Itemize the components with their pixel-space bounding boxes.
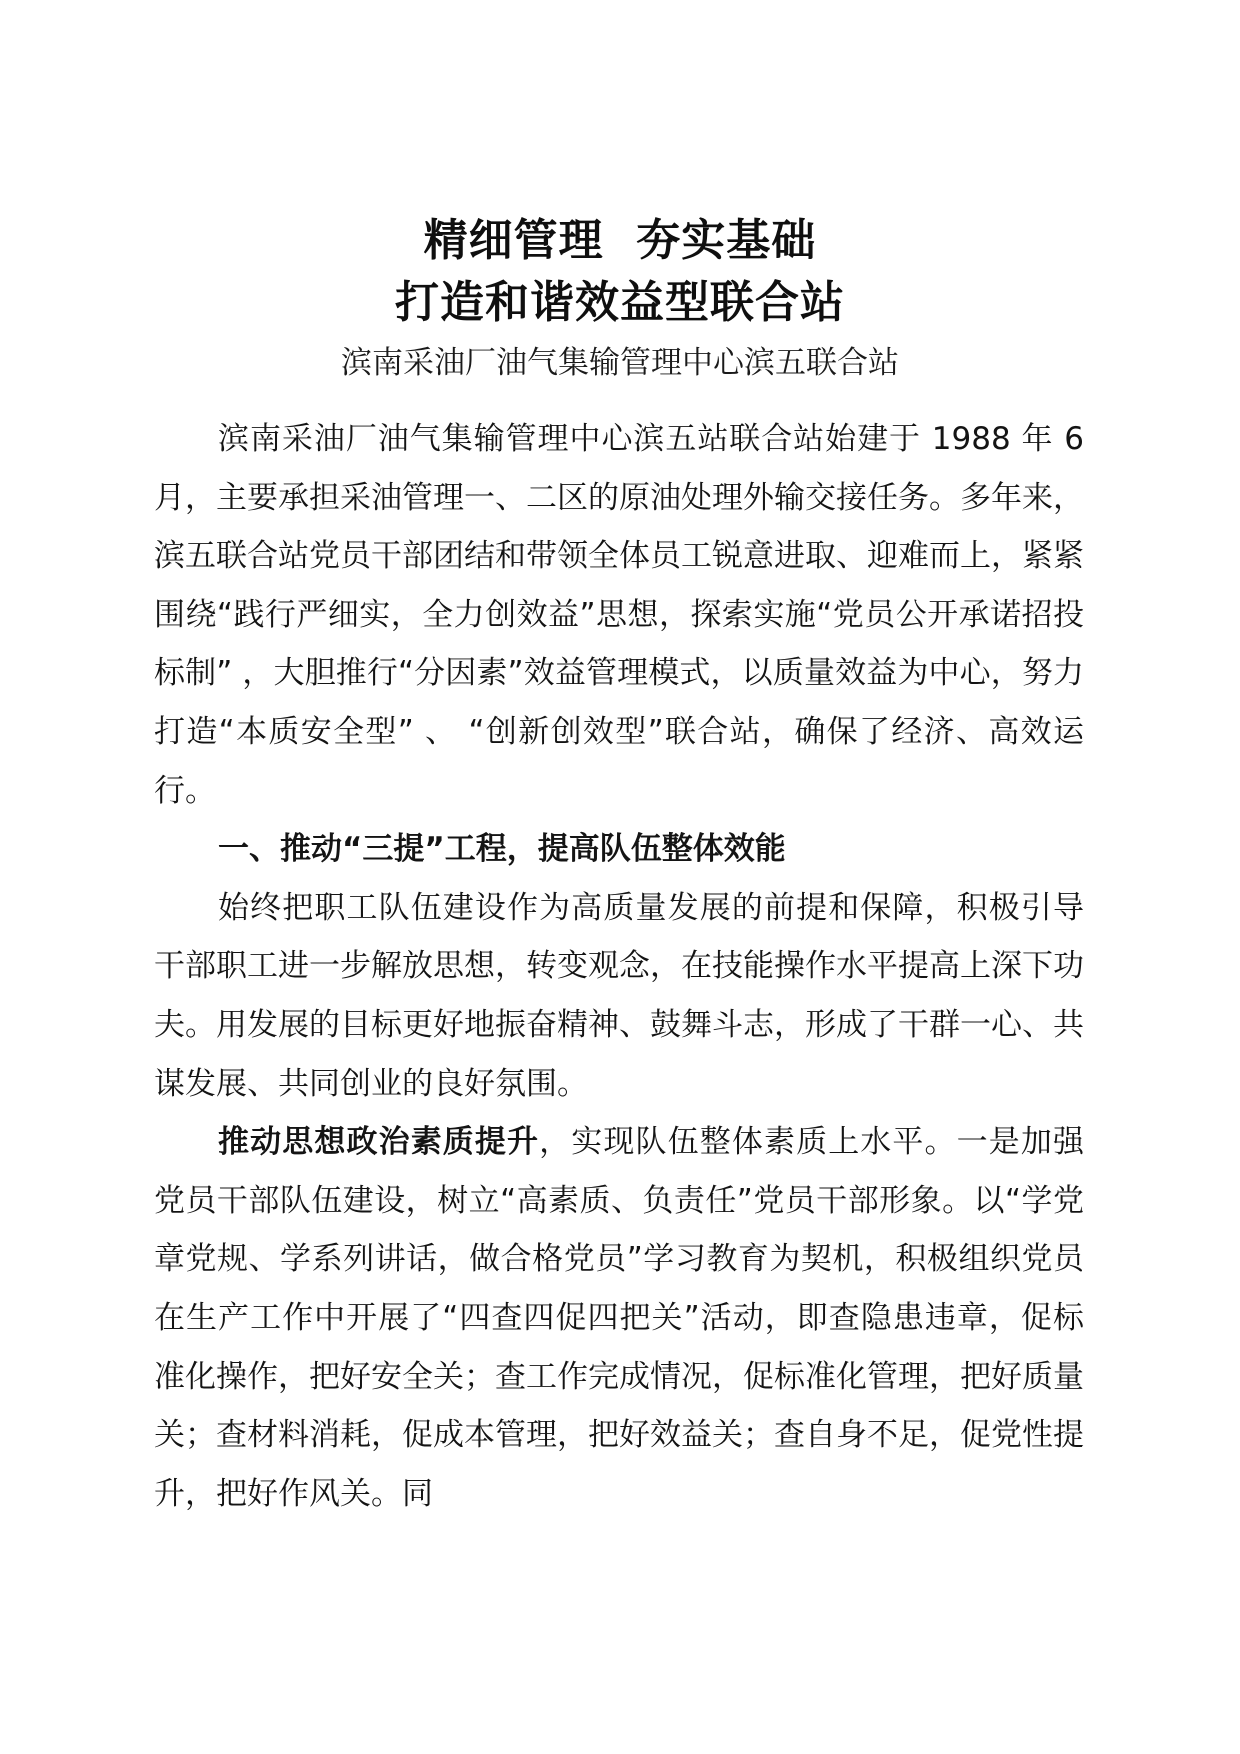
title-block — [0, 210, 1240, 392]
paragraph-intro: 滨南采油厂油气集输管理中心滨五站联合站始建于 1988 年 6 月，主要承担采油管理一、二区的原油处理外输交接任务。多年来，滨五联合站党员干部团结和带领全体员工锐意进取、迎难而上，紧紧围绕“践行严细实，全力创效益”思想，探索实施“党员公开承诺招投标制” ，大胆推行“分因素”效益管理模式，以质量效益为中心，努力打造“本质安全型” 、 “创新创效型”联合站，确保了经济、高效运行。 — [154, 421, 1084, 809]
paragraph-lead-bold: 推动思想政治素质提升 — [218, 1124, 540, 1161]
paragraph-body-text: ，实现队伍整体素质上水平。一是加强党员干部队伍建设，树立“高素质、负责任”党员干部形象。以“学党章党规、学系列讲话，做合格党员”学习教育为契机，积极组织党员在生产工作中开展了“四查四促四把关”活动，即查隐患违章，促标准化操作，把好安全关；查工作完成情况，促标准化管理，把好质量关；查材料消耗，促成本管理，把好效益关；查自身不足，促党性提升，把好作风关。同 — [154, 1124, 1085, 1512]
document-subtitle: 滨南采油厂油气集输管理中心滨五联合站 — [341, 345, 899, 381]
paragraph-team-building: 始终把职工队伍建设作为高质量发展的前提和保障，积极引导干部职工进一步解放思想，转变观念，在技能操作水平提高上深下功夫。用发展的目标更好地振奋精神、鼓舞斗志，形成了干群一心、共谋发展、共同创业的良好氛围。 — [154, 889, 1084, 1102]
document-body — [154, 410, 1084, 1523]
paragraph-political-quality — [154, 1113, 1084, 1523]
section-heading-1: 一、推动“三提”工程，提高队伍整体效能 — [218, 831, 786, 868]
document-title-line-2: 打造和谐效益型联合站 — [395, 277, 845, 328]
document-title-line-1: 精细管理 夯实基础 — [423, 215, 817, 266]
